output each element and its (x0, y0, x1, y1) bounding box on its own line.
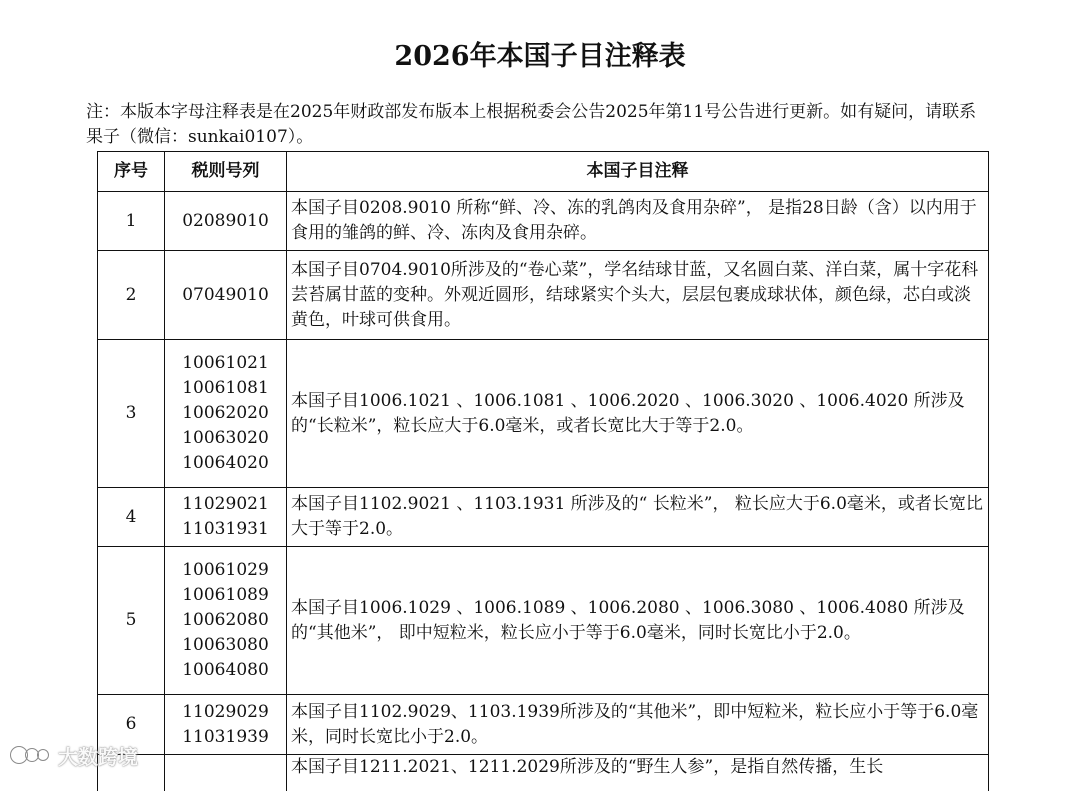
tariff-code: 11031931 (165, 517, 286, 542)
logo-icon (8, 743, 52, 767)
row-description: 本国子目0208.9010 所称“鲜、冷、冻的乳鸽肉及食用杂碎”， 是指28日龄（含）以内用于食用的雏鸽的鲜、冷、冻肉及食用杂碎。 (287, 192, 989, 251)
row-tariff-codes (165, 340, 287, 488)
tariff-code: 10061089 (165, 583, 286, 608)
watermark-text: 大数跨境 (58, 741, 138, 770)
row-serial-no: 4 (98, 488, 165, 547)
row-tariff-codes (165, 488, 287, 547)
tariff-code: 10061081 (165, 376, 286, 401)
tariff-code: 10062080 (165, 608, 286, 633)
tariff-code: 10061029 (165, 558, 286, 583)
row-serial-no: 5 (98, 547, 165, 695)
table-row (98, 251, 989, 340)
table-row (98, 488, 989, 547)
tariff-code: 07049010 (165, 283, 286, 308)
row-serial-no: 1 (98, 192, 165, 251)
tariff-code: 11031939 (165, 725, 286, 750)
row-serial-no: 2 (98, 251, 165, 340)
row-tariff-codes (165, 755, 287, 791)
row-tariff-codes (165, 251, 287, 340)
table-header-row (98, 152, 989, 192)
tariff-code: 02089010 (165, 209, 286, 234)
tariff-code: 10064020 (165, 451, 286, 476)
annotation-table (97, 151, 989, 791)
row-tariff-codes (165, 695, 287, 755)
note-paragraph: 注：本版本字母注释表是在2025年财政部发布版本上根据税委会公告2025年第11号公告进行更新。如有疑问，请联系果子（微信：sunkai0107）。 (86, 100, 986, 150)
table-row (98, 340, 989, 488)
tariff-code: 11029029 (165, 700, 286, 725)
annotation-table-container (97, 151, 989, 791)
row-serial-no: 6 (98, 695, 165, 755)
tariff-code: 11029021 (165, 492, 286, 517)
row-description: 本国子目0704.9010所涉及的“卷心菜”，学名结球甘蓝，又名圆白菜、洋白菜，属十字花科芸苔属甘蓝的变种。外观近圆形，结球紧实个头大，层层包裹成球状体，颜色绿，芯白或淡黄色，叶球可供食用。 (287, 251, 989, 340)
row-serial-no: 3 (98, 340, 165, 488)
table-row (98, 755, 989, 791)
tariff-code: 10063080 (165, 633, 286, 658)
tariff-code: 10064080 (165, 658, 286, 683)
row-description: 本国子目1006.1029 、1006.1089 、1006.2080 、1006.3080 、1006.4080 所涉及的“其他米”， 即中短粒米，粒长应小于等于6.0毫米，同时长宽比小于2.0。 (287, 547, 989, 695)
table-row (98, 192, 989, 251)
tariff-code: 10062020 (165, 401, 286, 426)
row-description: 本国子目1102.9029、1103.1939所涉及的“其他米”，即中短粒米，粒长应小于等于6.0毫米，同时长宽比小于2.0。 (287, 695, 989, 755)
table-row (98, 695, 989, 755)
table-row (98, 547, 989, 695)
tariff-code: 10063020 (165, 426, 286, 451)
watermark (8, 740, 138, 770)
row-description: 本国子目1211.2021、1211.2029所涉及的“野生人参”，是指自然传播，生长 (287, 755, 989, 791)
header-tariff-code: 税则号列 (165, 152, 287, 192)
header-serial-no: 序号 (98, 152, 165, 192)
row-tariff-codes (165, 192, 287, 251)
tariff-code: 10061021 (165, 351, 286, 376)
page-title: 2026年本国子目注释表 (0, 34, 1080, 73)
header-subheading-note: 本国子目注释 (287, 152, 989, 192)
row-description: 本国子目1102.9021 、1103.1931 所涉及的“ 长粒米”， 粒长应大于6.0毫米，或者长宽比大于等于2.0。 (287, 488, 989, 547)
row-description: 本国子目1006.1021 、1006.1081 、1006.2020 、1006.3020 、1006.4020 所涉及的“长粒米”，粒长应大于6.0毫米，或者长宽比大于等于2.0。 (287, 340, 989, 488)
row-tariff-codes (165, 547, 287, 695)
